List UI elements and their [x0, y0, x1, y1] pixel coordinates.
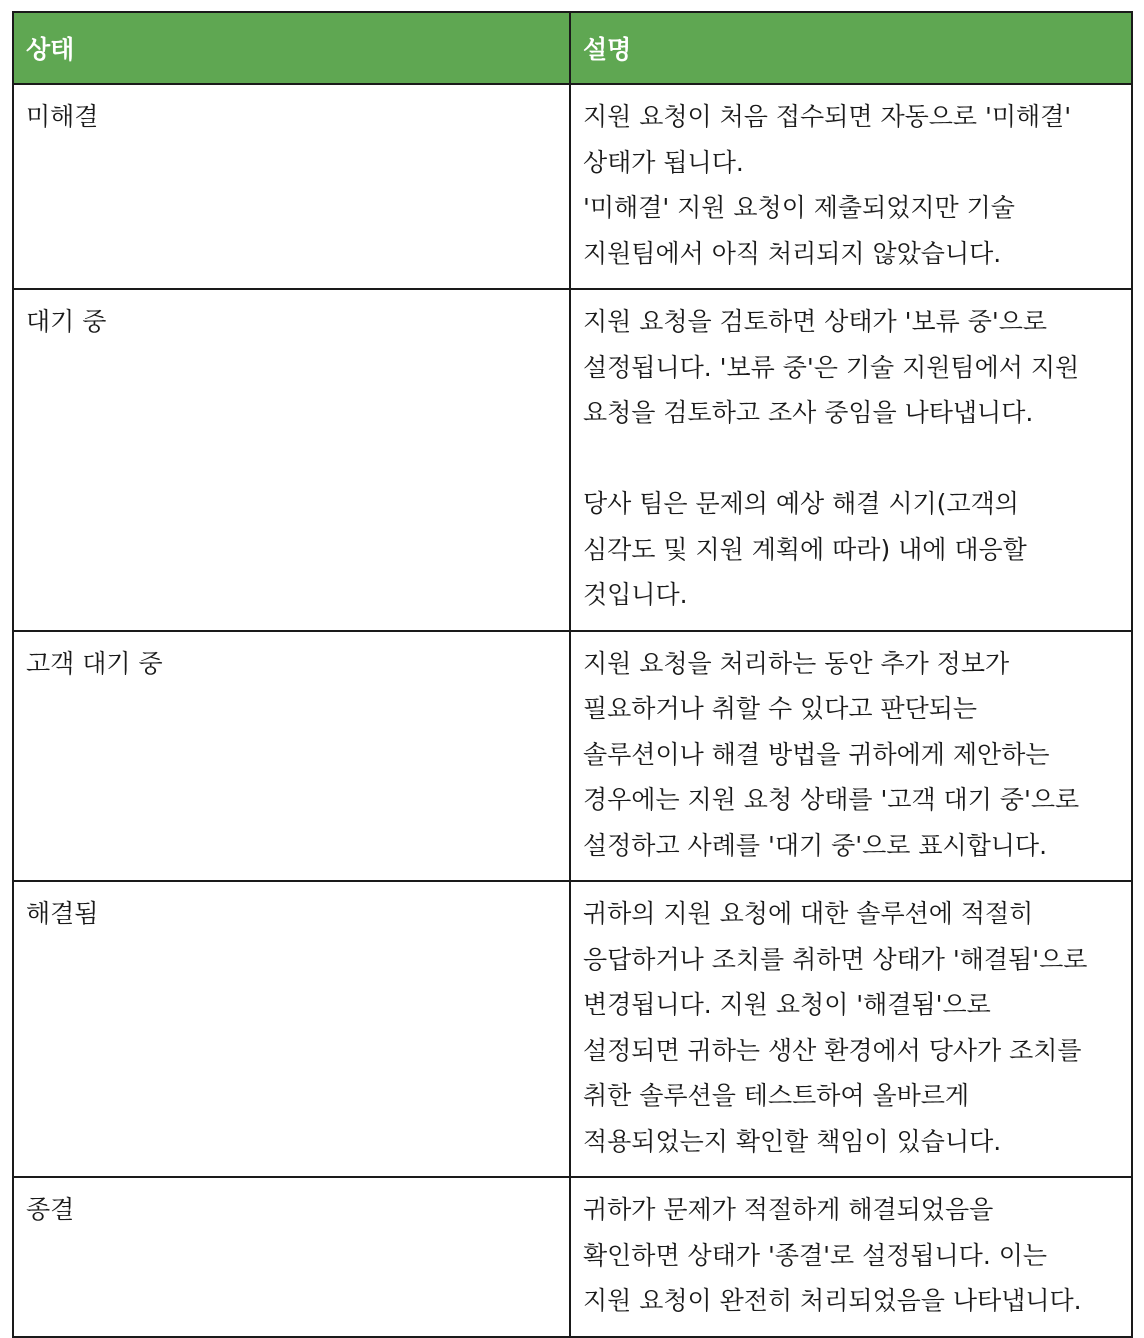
- table-row: [13, 881, 1132, 1177]
- description-line: 상태가 됩니다.: [583, 147, 744, 177]
- table-body: [13, 84, 1132, 1337]
- description-cell: [570, 881, 1132, 1177]
- description-cell: [570, 84, 1132, 289]
- status-table: [12, 11, 1133, 1338]
- description-line: 변경됩니다. 지원 요청이 '해결됨'으로: [583, 990, 991, 1019]
- description-line: 당사 팀은 문제의 예상 해결 시기(고객의: [583, 489, 1019, 518]
- description-line: 것입니다.: [583, 580, 688, 609]
- status-cell: 해결됨: [13, 881, 570, 1177]
- description-cell: [570, 289, 1132, 631]
- table-row: [13, 631, 1132, 882]
- description-line: 솔루션이나 해결 방법을 귀하에게 제안하는: [583, 739, 1050, 769]
- description-line: 귀하가 문제가 적절하게 해결되었음을: [583, 1195, 994, 1224]
- description-line: 응답하거나 조치를 취하면 상태가 '해결됨'으로: [583, 944, 1088, 974]
- description-cell: [570, 1177, 1132, 1337]
- status-cell: 고객 대기 중: [13, 631, 570, 882]
- description-line: 적용되었는지 확인할 책임이 있습니다.: [583, 1126, 1002, 1156]
- description-line: 요청을 검토하고 조사 중임을 나타냅니다.: [583, 398, 1034, 427]
- description-line: 설정하고 사례를 '대기 중'으로 표시합니다.: [583, 830, 1048, 860]
- table-row: [13, 84, 1132, 289]
- header-description: 설명: [570, 12, 1132, 84]
- description-line: 지원 요청이 처음 접수되면 자동으로 '미해결': [583, 102, 1072, 131]
- status-cell: 미해결: [13, 84, 570, 289]
- description-line: 설정되면 귀하는 생산 환경에서 당사가 조치를: [583, 1035, 1082, 1065]
- description-line: 심각도 및 지원 계획에 따라) 내에 대응할: [583, 534, 1027, 564]
- table-header: [13, 12, 1132, 84]
- description-line: 지원 요청을 검토하면 상태가 '보류 중'으로: [583, 307, 1048, 336]
- description-line: 취한 솔루션을 테스트하여 올바르게: [583, 1081, 970, 1110]
- description-line: 귀하의 지원 요청에 대한 솔루션에 적절히: [583, 899, 1034, 928]
- description-line: 경우에는 지원 요청 상태를 '고객 대기 중'으로: [583, 785, 1080, 814]
- description-line: [583, 436, 1119, 482]
- header-status: 상태: [13, 12, 570, 84]
- description-line: 필요하거나 취할 수 있다고 판단되는: [583, 694, 978, 723]
- description-line: '미해결' 지원 요청이 제출되었지만 기술: [583, 193, 1015, 222]
- table-row: [13, 1177, 1132, 1337]
- header-row: [13, 12, 1132, 84]
- status-cell: 종결: [13, 1177, 570, 1337]
- description-line: 지원 요청을 처리하는 동안 추가 정보가: [583, 648, 1010, 678]
- description-line: 지원 요청이 완전히 처리되었음을 나타냅니다.: [583, 1286, 1082, 1315]
- status-cell: 대기 중: [13, 289, 570, 631]
- description-line: 설정됩니다. '보류 중'은 기술 지원팀에서 지원: [583, 352, 1080, 382]
- description-cell: [570, 631, 1132, 882]
- table-row: [13, 289, 1132, 631]
- description-line: 확인하면 상태가 '종결'로 설정됩니다. 이는: [583, 1240, 1048, 1270]
- description-line: 지원팀에서 아직 처리되지 않았습니다.: [583, 238, 1002, 268]
